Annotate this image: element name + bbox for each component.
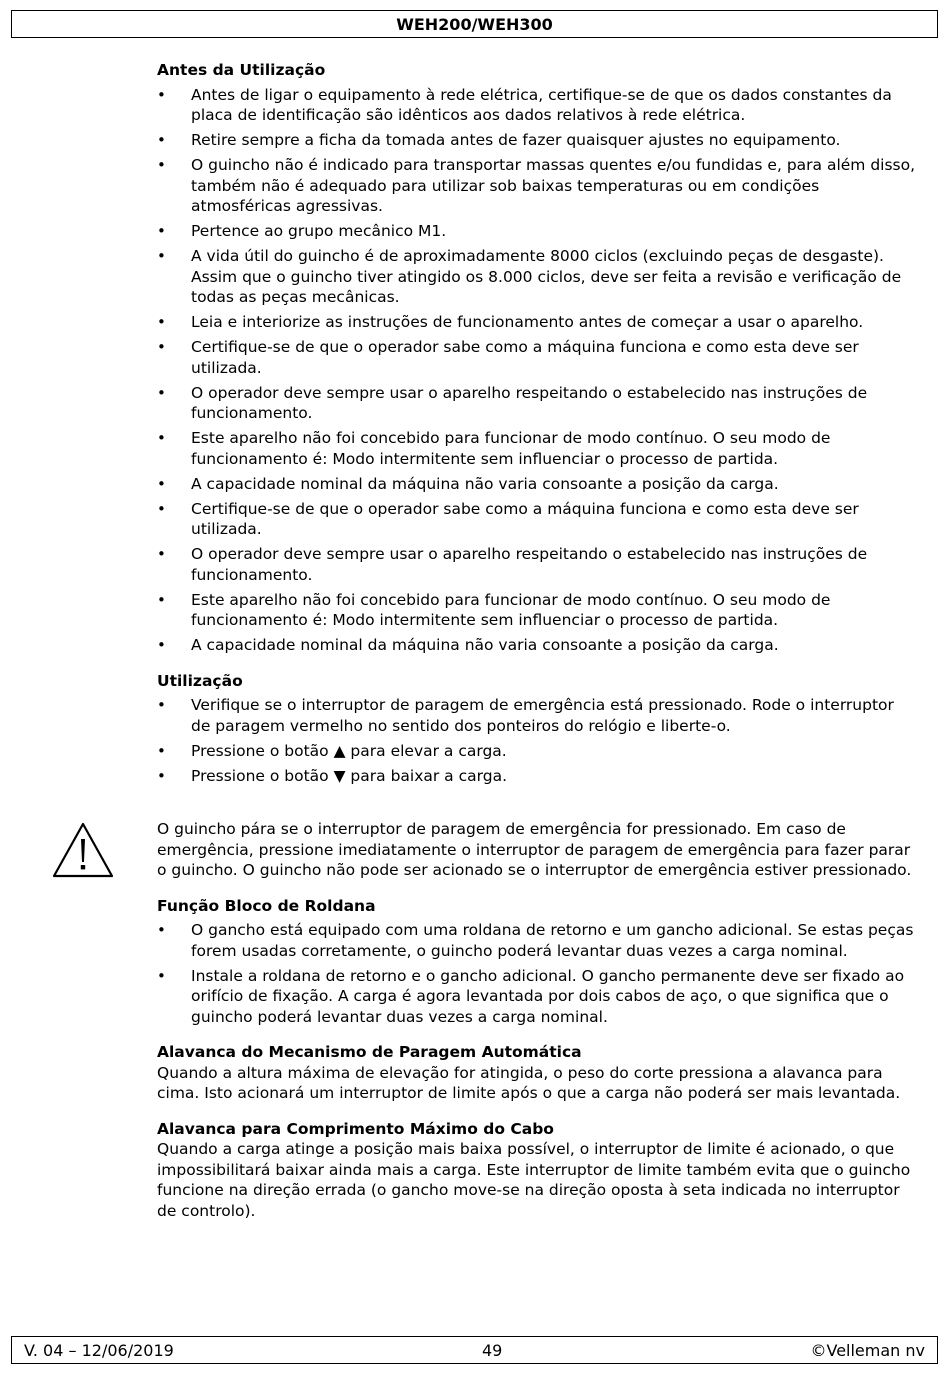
list-item: • Antes de ligar o equipamento à rede elétrica, certifique-se de que os dados constantes da placa de identificação são idênticos aos dados relativos à rede elétrica. (157, 85, 917, 126)
list-item: • Verifique se o interruptor de paragem de emergência está pressionado. Rode o interruptor de paragem vermelho no sentido dos ponteiros do relógio e liberte-o. (157, 695, 917, 736)
list-item: • A capacidade nominal da máquina não varia consoante a posição da carga. (157, 635, 917, 656)
header-title: WEH200/WEH300 (396, 14, 553, 34)
list-item: • Este aparelho não foi concebido para funcionar de modo contínuo. O seu modo de funcionamento é: Modo intermitente sem influenciar o processo de partida. (157, 428, 917, 469)
list-item: • Pressione o botão ▼ para baixar a carga. (157, 766, 917, 787)
warning-text: O guincho pára se o interruptor de paragem de emergência for pressionado. Em caso de emergência, pressione imediatamente o interruptor de paragem de emergência para fazer parar o guincho. O guincho não pode ser acionado se o interruptor de emergência estiver pressionado. (157, 820, 912, 879)
list-item: • A capacidade nominal da máquina não varia consoante a posição da carga. (157, 474, 917, 495)
footer-copyright: ©Velleman nv (810, 1340, 925, 1360)
section-title-before-use: Antes da Utilização (157, 61, 326, 79)
list-item: • Pertence ao grupo mecânico M1. (157, 221, 917, 242)
pulley-list (157, 920, 917, 1027)
usage-list (157, 695, 917, 786)
list-item: • Leia e interiorize as instruções de funcionamento antes de começar a usar o aparelho. (157, 312, 917, 333)
section-title-max-cable: Alavanca para Comprimento Máximo do Cabo (157, 1119, 554, 1138)
section-title-auto-stop: Alavanca do Mecanismo de Paragem Automática (157, 1043, 582, 1061)
footer-page-number: 49 (481, 1340, 503, 1360)
section-title-pulley: Função Bloco de Roldana (157, 896, 376, 915)
list-item: • O operador deve sempre usar o aparelho respeitando o estabelecido nas instruções de funcionamento. (157, 544, 917, 585)
warning-triangle-icon (51, 821, 115, 879)
list-item: • O gancho está equipado com uma roldana de retorno e um gancho adicional. Se estas peças forem usadas corretamente, o guincho poderá levantar duas vezes a carga nominal. (157, 920, 917, 961)
list-item: • Este aparelho não foi concebido para funcionar de modo contínuo. O seu modo de funcionamento é: Modo intermitente sem influenciar o processo de partida. (157, 590, 917, 631)
list-item: • Retire sempre a ficha da tomada antes de fazer quaisquer ajustes no equipamento. (157, 130, 917, 151)
list-item: • Pressione o botão ▲ para elevar a carga. (157, 741, 917, 762)
page-footer (11, 1336, 938, 1364)
page-content (157, 60, 917, 1236)
list-item: • Certifique-se de que o operador sabe como a máquina funciona e como esta deve ser utilizada. (157, 337, 917, 378)
list-item: • Instale a roldana de retorno e o gancho adicional. O gancho permanente deve ser fixado ao orifício de fixação. A carga é agora levantada por dois cabos de aço, o que significa que o guincho poderá levantar duas vezes a carga nominal. (157, 966, 917, 1028)
max-cable-text: Quando a carga atinge a posição mais baixa possível, o interruptor de limite é acionado, o que impossibilitará baixar ainda mais a carga. Este interruptor de limite também evita que o guincho funcione na direção errada (o gancho move-se na direção oposta à seta indicada no interruptor de controlo). (157, 1140, 911, 1220)
footer-version: V. 04 – 12/06/2019 (24, 1340, 174, 1360)
section-title-usage: Utilização (157, 671, 243, 690)
list-item: • O guincho não é indicado para transportar massas quentes e/ou fundidas e, para além disso, também não é adequado para utilizar sob baixas temperaturas ou em condições atmosféricas agressivas. (157, 155, 917, 217)
auto-stop-text: Quando a altura máxima de elevação for atingida, o peso do corte pressiona a alavanca para cima. Isto acionará um interruptor de limite após o que a carga não poderá ser mais levantada. (157, 1063, 901, 1102)
warning-block (157, 819, 917, 881)
list-item: • Certifique-se de que o operador sabe como a máquina funciona e como esta deve ser utilizada. (157, 499, 917, 540)
list-item: • O operador deve sempre usar o aparelho respeitando o estabelecido nas instruções de funcionamento. (157, 383, 917, 424)
list-item: • A vida útil do guincho é de aproximadamente 8000 ciclos (excluindo peças de desgaste). Assim que o guincho tiver atingido os 8.000 ciclos, deve ser feita a revisão e verificação de todas as peças mecânicas. (157, 246, 917, 308)
before-use-list (157, 85, 917, 656)
page-header (11, 10, 938, 38)
